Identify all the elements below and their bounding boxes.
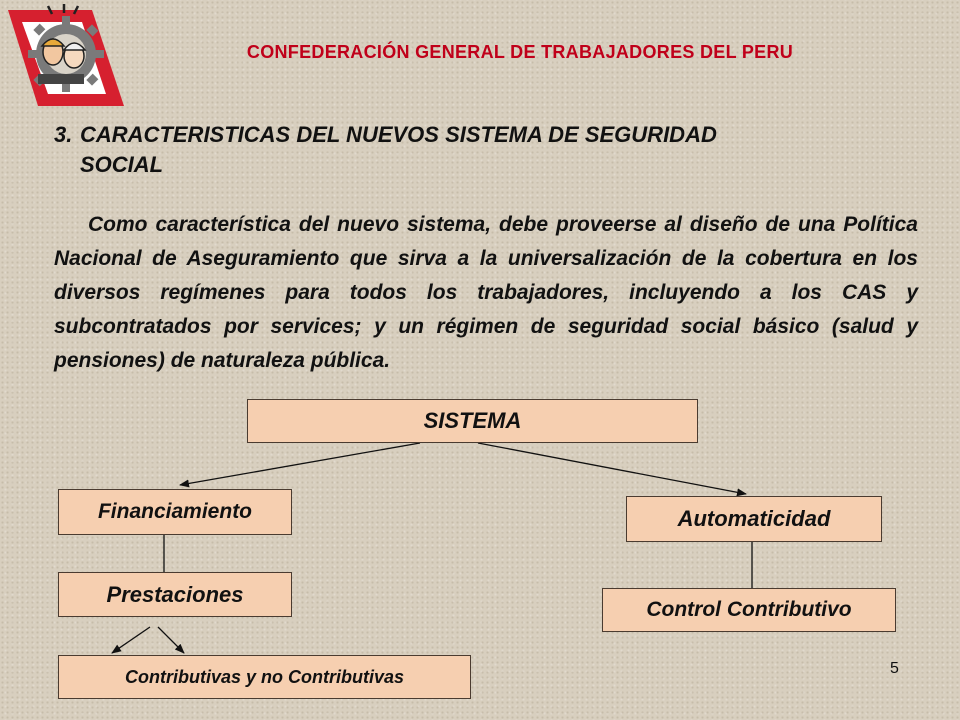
box-prestaciones: Prestaciones <box>58 572 292 617</box>
body-paragraph: Como característica del nuevo sistema, debe proveerse al diseño de una Política Nacional de Aseguramiento que sirva a la universalización de la cobertura en los diversos regímenes para todos los trabajadores, incluyendo a los CAS y subcontratados por services; y un régimen de seguridad social básico (salud y pensiones) de naturaleza pública. <box>54 213 918 372</box>
box-control-contributivo: Control Contributivo <box>602 588 896 632</box>
box-contributivas: Contributivas y no Contributivas <box>58 655 471 699</box>
arrow-sistema-financiamiento <box>180 443 420 485</box>
box-financiamiento: Financiamiento <box>58 489 292 535</box>
arrow-sistema-automaticidad <box>478 443 746 494</box>
box-automaticidad: Automaticidad <box>626 496 882 542</box>
arrow-prestaciones-left <box>112 627 150 653</box>
section-number: 3. <box>54 122 73 147</box>
section-title-line2: SOCIAL <box>80 152 164 177</box>
section-title-line1: CARACTERISTICAS DEL NUEVOS SISTEMA DE SEGURIDAD <box>80 122 717 147</box>
section-title <box>54 120 894 180</box>
organization-title: CONFEDERACIÓN GENERAL DE TRABAJADORES DEL PERU <box>246 42 794 62</box>
page-number: 5 <box>890 660 899 677</box>
arrow-prestaciones-right <box>158 627 184 653</box>
box-sistema: SISTEMA <box>247 399 698 443</box>
